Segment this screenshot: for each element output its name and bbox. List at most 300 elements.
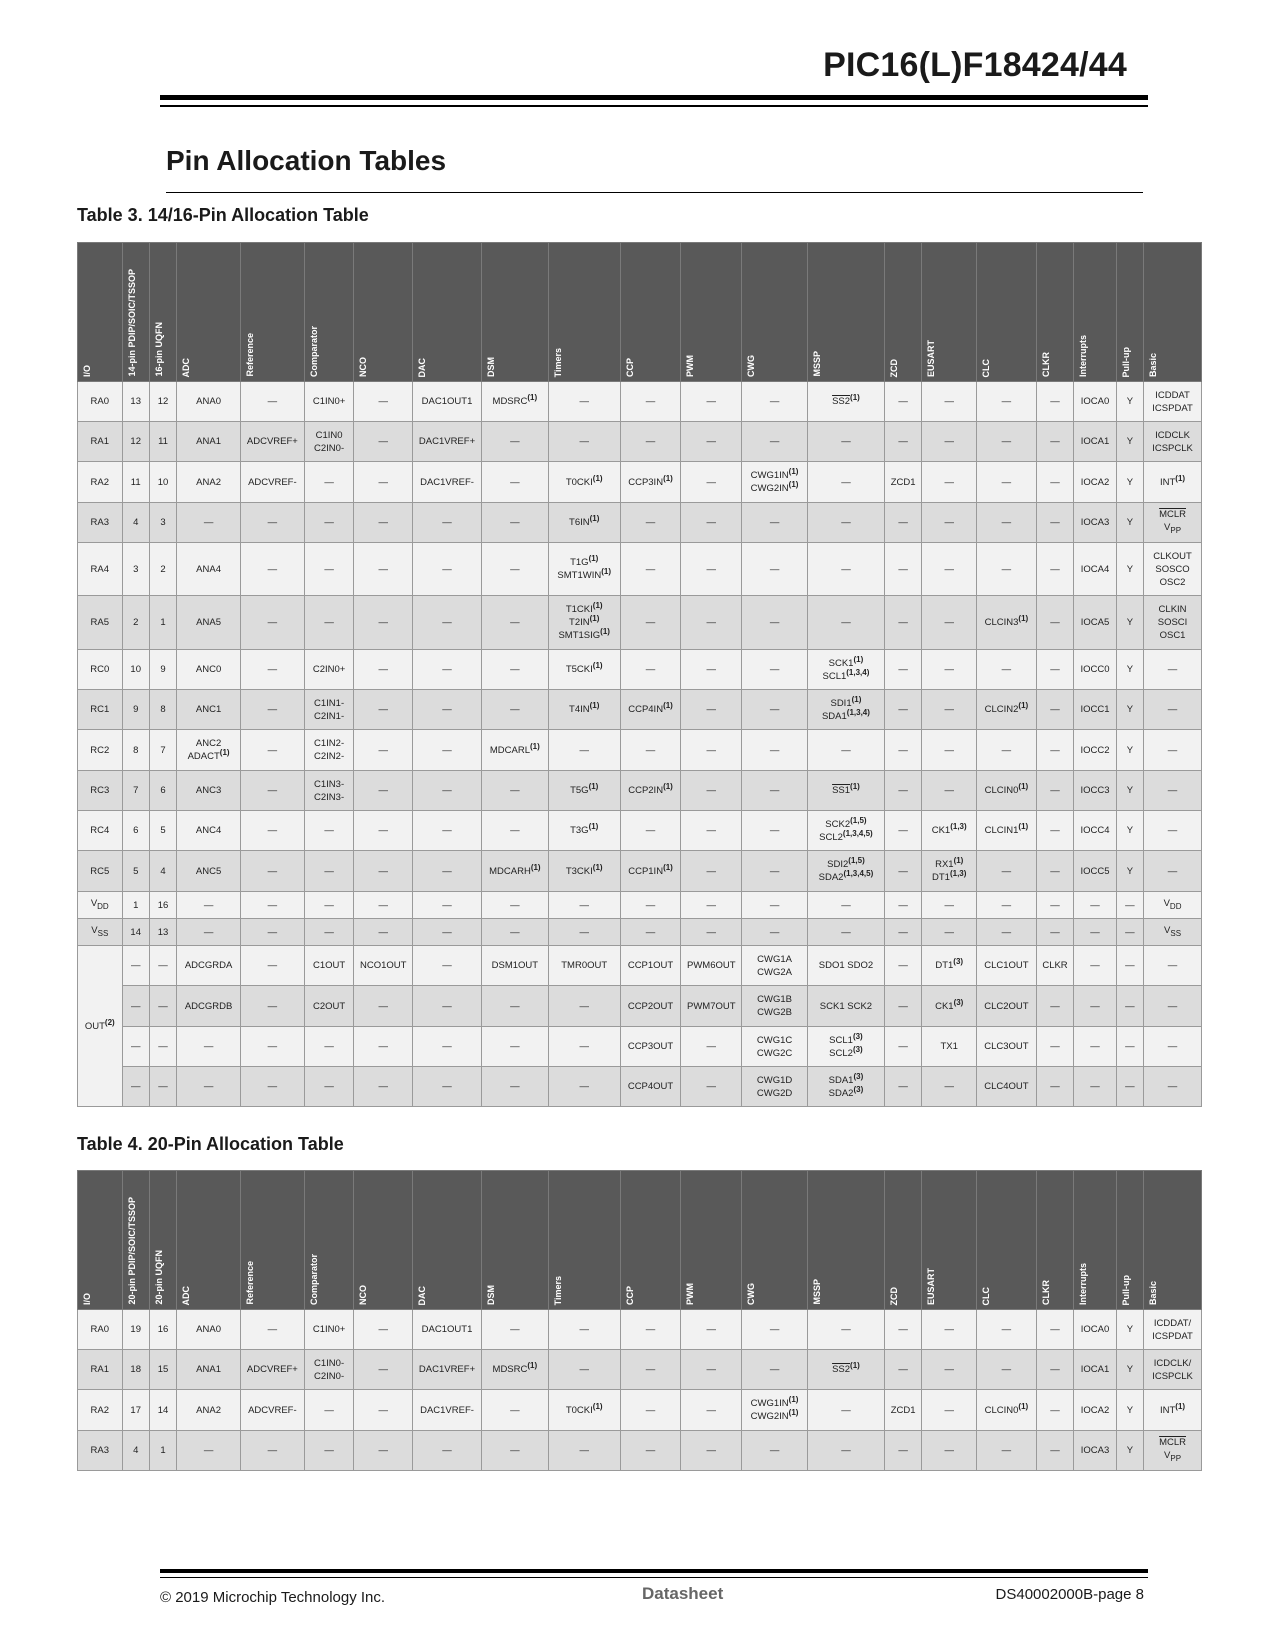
cell-nco: —	[354, 1027, 413, 1067]
cell-zcd: —	[884, 986, 921, 1027]
cell-clc: —	[977, 892, 1037, 919]
col-header-i-o: I/O	[78, 1171, 123, 1310]
cell-pwm: —	[681, 1431, 742, 1471]
cell-eusart: CK1$^{(1,3)}$	[922, 811, 977, 851]
cell-nco: —	[354, 771, 413, 811]
cell-basic: CLKOUT SOSCO OSC2	[1144, 543, 1202, 596]
cell-ccp: —	[620, 596, 681, 650]
table-row	[78, 690, 1202, 730]
cell-pull-up: Y	[1116, 543, 1143, 596]
cell-cwg: —	[742, 919, 808, 946]
cell-basic: —	[1144, 811, 1202, 851]
cell-dac: —	[413, 919, 482, 946]
cell-nco: —	[354, 1067, 413, 1107]
cell-comparator: —	[304, 811, 354, 851]
cell-mssp: SDI2$^{(1,5)}$ SDA2$^{(1,3,4,5)}$	[807, 851, 884, 892]
cell-adc: ANA1	[177, 1350, 241, 1390]
cell-dac: —	[413, 986, 482, 1027]
cell-cwg: —	[742, 771, 808, 811]
cell-i-o: RC3	[78, 771, 123, 811]
cell-dsm: —	[481, 1067, 548, 1107]
cell-comparator: —	[304, 543, 354, 596]
cell-nco: —	[354, 986, 413, 1027]
cell-cwg: CWG1A CWG2A	[742, 946, 808, 986]
cell-adc: —	[177, 1027, 241, 1067]
cell-eusart: RX1$^{(1)}$ DT1$^{(1,3)}$	[922, 851, 977, 892]
cell-basic: CLKIN SOSCI OSC1	[1144, 596, 1202, 650]
cell-eusart: —	[922, 543, 977, 596]
cell-mssp: —	[807, 730, 884, 771]
cell-mssp: SS2$^{(1)}$	[807, 382, 884, 422]
col-header-basic: Basic	[1144, 243, 1202, 382]
cell-cwg: —	[742, 1350, 808, 1390]
footer-page-number: DS40002000B-page 8	[995, 1586, 1144, 1603]
cell-mssp: —	[807, 1390, 884, 1431]
cell-adc: —	[177, 1431, 241, 1471]
cell-interrupts: IOCA5	[1074, 596, 1117, 650]
cell-ccp: CCP1IN$^{(1)}$	[620, 851, 681, 892]
cell-clc: —	[977, 462, 1037, 503]
cell-basic: —	[1144, 851, 1202, 892]
col-header-clkr: CLKR	[1036, 243, 1073, 382]
cell-adc: —	[177, 503, 241, 543]
cell-dsm: —	[481, 543, 548, 596]
cell-i-o: RA2	[78, 1390, 123, 1431]
cell-interrupts: —	[1074, 1027, 1117, 1067]
cell-dac: DAC1VREF-	[413, 462, 482, 503]
cell-i-o: RA1	[78, 1350, 123, 1390]
col-header-eusart: EUSART	[922, 1171, 977, 1310]
cell-20-pin-uqfn: 1	[149, 1431, 176, 1471]
cell-dac: —	[413, 650, 482, 690]
cell-mssp: SS2$^{(1)}$	[807, 1350, 884, 1390]
cell-dac: —	[413, 946, 482, 986]
cell-reference: —	[240, 1431, 304, 1471]
cell-pwm: —	[681, 422, 742, 462]
cell-adc: —	[177, 1067, 241, 1107]
cell-timers: T4IN$^{(1)}$	[548, 690, 620, 730]
cell-pull-up: Y	[1116, 1390, 1143, 1431]
cell-nco: —	[354, 892, 413, 919]
cell-adc: ANA0	[177, 1310, 241, 1350]
cell-reference: —	[240, 811, 304, 851]
cell-comparator: C1IN0- C2IN0-	[304, 1350, 354, 1390]
cell-basic: —	[1144, 771, 1202, 811]
cell-zcd: —	[884, 811, 921, 851]
cell-zcd: —	[884, 1067, 921, 1107]
cell-14-pin-pdip-soic-tssop: —	[122, 986, 149, 1027]
col-header-i-o: I/O	[78, 243, 123, 382]
cell-pwm: —	[681, 503, 742, 543]
cell-pwm: —	[681, 919, 742, 946]
cell-basic: $V_{DD}$	[1144, 892, 1202, 919]
cell-mssp: —	[807, 892, 884, 919]
cell-zcd: —	[884, 771, 921, 811]
cell-reference: ADCVREF+	[240, 422, 304, 462]
cell-14-pin-pdip-soic-tssop: 9	[122, 690, 149, 730]
cell-comparator: C1IN2- C2IN2-	[304, 730, 354, 771]
footer-datasheet-label: Datasheet	[642, 1584, 724, 1603]
cell-nco: —	[354, 919, 413, 946]
col-header-reference: Reference	[240, 243, 304, 382]
footer-rule-thin	[160, 1577, 1148, 1578]
cell-interrupts: IOCC0	[1074, 650, 1117, 690]
cell-pull-up: —	[1116, 946, 1143, 986]
cell-clc: CLCIN0$^{(1)}$	[977, 1390, 1037, 1431]
cell-cwg: CWG1IN$^{(1)}$ CWG2IN$^{(1)}$	[742, 462, 808, 503]
cell-pwm: —	[681, 690, 742, 730]
cell-adc: ANA4	[177, 543, 241, 596]
col-header-ccp: CCP	[620, 243, 681, 382]
cell-eusart: TX1	[922, 1027, 977, 1067]
cell-clkr: —	[1036, 690, 1073, 730]
table-row	[78, 543, 1202, 596]
cell-dac: DAC1OUT1	[413, 382, 482, 422]
cell-clc: —	[977, 919, 1037, 946]
cell-adc: ANA2	[177, 462, 241, 503]
cell-pwm: —	[681, 892, 742, 919]
cell-14-pin-pdip-soic-tssop: 11	[122, 462, 149, 503]
cell-comparator: C1IN0+	[304, 1310, 354, 1350]
cell-pull-up: —	[1116, 986, 1143, 1027]
cell-14-pin-pdip-soic-tssop: —	[122, 1067, 149, 1107]
table-row	[78, 919, 1202, 946]
cell-dac: —	[413, 811, 482, 851]
cell-pwm: —	[681, 1350, 742, 1390]
cell-dsm: —	[481, 1431, 548, 1471]
cell-clc: —	[977, 851, 1037, 892]
cell-eusart: —	[922, 919, 977, 946]
header-rule-thick	[160, 95, 1148, 100]
cell-pull-up: Y	[1116, 462, 1143, 503]
cell-out-label: OUT$^{(2)}$	[78, 946, 123, 1107]
cell-nco: —	[354, 851, 413, 892]
cell-dsm: —	[481, 503, 548, 543]
cell-timers: —	[548, 892, 620, 919]
cell-clkr: —	[1036, 382, 1073, 422]
table4-pin-allocation	[77, 1170, 1202, 1471]
cell-comparator: C2OUT	[304, 986, 354, 1027]
cell-16-pin-uqfn: —	[149, 986, 176, 1027]
cell-dac: —	[413, 771, 482, 811]
cell-clkr: —	[1036, 422, 1073, 462]
cell-ccp: CCP1OUT	[620, 946, 681, 986]
cell-basic: ICDCLK ICSPCLK	[1144, 422, 1202, 462]
cell-comparator: —	[304, 1431, 354, 1471]
cell-nco: —	[354, 422, 413, 462]
cell-basic: —	[1144, 690, 1202, 730]
cell-reference: —	[240, 892, 304, 919]
cell-dac: —	[413, 1027, 482, 1067]
cell-16-pin-uqfn: 2	[149, 543, 176, 596]
cell-basic: —	[1144, 946, 1202, 986]
cell-pwm: —	[681, 1310, 742, 1350]
cell-timers: —	[548, 1310, 620, 1350]
cell-comparator: —	[304, 1390, 354, 1431]
table4-header-row	[78, 1171, 1202, 1310]
cell-pwm: —	[681, 1390, 742, 1431]
cell-comparator: C2IN0+	[304, 650, 354, 690]
cell-cwg: CWG1C CWG2C	[742, 1027, 808, 1067]
cell-zcd: —	[884, 1310, 921, 1350]
cell-nco: —	[354, 730, 413, 771]
col-header-timers: Timers	[548, 243, 620, 382]
cell-clkr: —	[1036, 771, 1073, 811]
cell-pull-up: Y	[1116, 1350, 1143, 1390]
cell-interrupts: —	[1074, 986, 1117, 1027]
cell-interrupts: IOCC1	[1074, 690, 1117, 730]
col-header-cwg: CWG	[742, 1171, 808, 1310]
cell-mssp: —	[807, 1431, 884, 1471]
cell-zcd: —	[884, 946, 921, 986]
col-header-14-pin-pdip-soic-tssop: 14-pin PDIP/SOIC/TSSOP	[122, 243, 149, 382]
cell-clkr: —	[1036, 650, 1073, 690]
col-header-reference: Reference	[240, 1171, 304, 1310]
cell-eusart: —	[922, 690, 977, 730]
cell-pwm: —	[681, 543, 742, 596]
cell-timers: —	[548, 1027, 620, 1067]
cell-pwm: PWM7OUT	[681, 986, 742, 1027]
cell-ccp: —	[620, 503, 681, 543]
cell-mssp: —	[807, 503, 884, 543]
table-row	[78, 382, 1202, 422]
cell-ccp: CCP3OUT	[620, 1027, 681, 1067]
cell-adc: ANA5	[177, 596, 241, 650]
cell-dsm: —	[481, 1390, 548, 1431]
cell-pull-up: Y	[1116, 771, 1143, 811]
cell-cwg: —	[742, 422, 808, 462]
cell-mssp: SCK2$^{(1,5)}$ SCL2$^{(1,3,4,5)}$	[807, 811, 884, 851]
col-header-zcd: ZCD	[884, 1171, 921, 1310]
cell-pull-up: Y	[1116, 596, 1143, 650]
cell-basic: $V_{SS}$	[1144, 919, 1202, 946]
cell-adc: ANA1	[177, 422, 241, 462]
cell-comparator: C1IN0+	[304, 382, 354, 422]
cell-basic: —	[1144, 730, 1202, 771]
cell-dsm: —	[481, 462, 548, 503]
cell-reference: —	[240, 851, 304, 892]
cell-pwm: —	[681, 462, 742, 503]
cell-adc: ANC3	[177, 771, 241, 811]
cell-timers: —	[548, 919, 620, 946]
cell-interrupts: IOCA1	[1074, 422, 1117, 462]
cell-clc: CLCIN1$^{(1)}$	[977, 811, 1037, 851]
cell-dsm: MDCARH$^{(1)}$	[481, 851, 548, 892]
cell-timers: $T3G^{(1)}$	[548, 811, 620, 851]
col-header-nco: NCO	[354, 1171, 413, 1310]
cell-ccp: CCP4IN$^{(1)}$	[620, 690, 681, 730]
col-header-comparator: Comparator	[304, 1171, 354, 1310]
cell-nco: —	[354, 596, 413, 650]
table-row	[78, 771, 1202, 811]
cell-mssp: —	[807, 543, 884, 596]
col-header-pull-up: Pull-up	[1116, 243, 1143, 382]
col-header-clc: CLC	[977, 243, 1037, 382]
footer-rule-thick	[160, 1569, 1148, 1573]
cell-reference: —	[240, 543, 304, 596]
cell-reference: —	[240, 382, 304, 422]
cell-eusart: —	[922, 462, 977, 503]
cell-i-o: $V_{SS}$	[78, 919, 123, 946]
cell-pwm: —	[681, 650, 742, 690]
table-row-out	[78, 1027, 1202, 1067]
table3-pin-allocation	[77, 242, 1202, 1107]
cell-clkr: —	[1036, 811, 1073, 851]
cell-clc: —	[977, 1431, 1037, 1471]
cell-reference: —	[240, 986, 304, 1027]
cell-clkr: —	[1036, 596, 1073, 650]
col-header-dsm: DSM	[481, 243, 548, 382]
cell-14-pin-pdip-soic-tssop: —	[122, 1027, 149, 1067]
col-header-16-pin-uqfn: 16-pin UQFN	[149, 243, 176, 382]
cell-i-o: $V_{DD}$	[78, 892, 123, 919]
table-row	[78, 892, 1202, 919]
cell-i-o: RA2	[78, 462, 123, 503]
table-row	[78, 1350, 1202, 1390]
cell-cwg: —	[742, 1310, 808, 1350]
cell-dac: —	[413, 730, 482, 771]
cell-basic: ICDDAT/ ICSPDAT	[1144, 1310, 1202, 1350]
cell-dsm: —	[481, 422, 548, 462]
cell-dac: DAC1VREF+	[413, 422, 482, 462]
cell-interrupts: IOCA0	[1074, 382, 1117, 422]
cell-clkr: —	[1036, 986, 1073, 1027]
cell-pwm: PWM6OUT	[681, 946, 742, 986]
cell-nco: —	[354, 382, 413, 422]
cell-14-pin-pdip-soic-tssop: 2	[122, 596, 149, 650]
cell-eusart: —	[922, 1067, 977, 1107]
cell-16-pin-uqfn: 11	[149, 422, 176, 462]
cell-i-o: RA0	[78, 1310, 123, 1350]
table-row	[78, 851, 1202, 892]
cell-basic: INT$^{(1)}$	[1144, 1390, 1202, 1431]
cell-comparator: —	[304, 503, 354, 543]
cell-zcd: ZCD1	[884, 1390, 921, 1431]
cell-dsm: —	[481, 892, 548, 919]
cell-20-pin-uqfn: 15	[149, 1350, 176, 1390]
cell-14-pin-pdip-soic-tssop: 8	[122, 730, 149, 771]
cell-mssp: —	[807, 422, 884, 462]
cell-adc: ANC0	[177, 650, 241, 690]
cell-zcd: —	[884, 730, 921, 771]
cell-mssp: —	[807, 596, 884, 650]
cell-pull-up: Y	[1116, 730, 1143, 771]
cell-timers: —	[548, 422, 620, 462]
col-header-20-pin-uqfn: 20-pin UQFN	[149, 1171, 176, 1310]
cell-adc: ANC4	[177, 811, 241, 851]
cell-dac: —	[413, 892, 482, 919]
cell-zcd: ZCD1	[884, 462, 921, 503]
cell-dac: —	[413, 1067, 482, 1107]
cell-dac: —	[413, 690, 482, 730]
cell-nco: —	[354, 462, 413, 503]
cell-clc: —	[977, 422, 1037, 462]
col-header-pwm: PWM	[681, 243, 742, 382]
cell-ccp: —	[620, 1310, 681, 1350]
cell-interrupts: IOCA0	[1074, 1310, 1117, 1350]
cell-nco: —	[354, 650, 413, 690]
cell-clc: —	[977, 503, 1037, 543]
cell-eusart: —	[922, 1390, 977, 1431]
cell-clkr: —	[1036, 919, 1073, 946]
cell-mssp: SDA1$^{(3)}$ SDA2$^{(3)}$	[807, 1067, 884, 1107]
cell-timers: T3CKI$^{(1)}$	[548, 851, 620, 892]
cell-ccp: CCP3IN$^{(1)}$	[620, 462, 681, 503]
cell-16-pin-uqfn: 12	[149, 382, 176, 422]
cell-adc: —	[177, 892, 241, 919]
cell-eusart: —	[922, 1350, 977, 1390]
section-rule	[166, 192, 1143, 193]
cell-mssp: —	[807, 462, 884, 503]
cell-adc: ANC1	[177, 690, 241, 730]
cell-interrupts: IOCA4	[1074, 543, 1117, 596]
cell-ccp: CCP4OUT	[620, 1067, 681, 1107]
cell-dac: —	[413, 1431, 482, 1471]
cell-pwm: —	[681, 1067, 742, 1107]
cell-dac: DAC1OUT1	[413, 1310, 482, 1350]
cell-interrupts: IOCA2	[1074, 462, 1117, 503]
cell-i-o: RC5	[78, 851, 123, 892]
table-row	[78, 462, 1202, 503]
cell-nco: —	[354, 1310, 413, 1350]
cell-16-pin-uqfn: —	[149, 1027, 176, 1067]
cell-eusart: —	[922, 596, 977, 650]
col-header-pwm: PWM	[681, 1171, 742, 1310]
cell-comparator: —	[304, 851, 354, 892]
col-header-interrupts: Interrupts	[1074, 243, 1117, 382]
cell-clkr: —	[1036, 1390, 1073, 1431]
cell-reference: —	[240, 919, 304, 946]
cell-interrupts: IOCA3	[1074, 503, 1117, 543]
table3-caption: Table 3. 14/16-Pin Allocation Table	[77, 205, 369, 225]
cell-ccp: CCP2OUT	[620, 986, 681, 1027]
cell-16-pin-uqfn: 16	[149, 892, 176, 919]
cell-ccp: —	[620, 730, 681, 771]
cell-comparator: —	[304, 596, 354, 650]
col-header-nco: NCO	[354, 243, 413, 382]
table4-caption: Table 4. 20-Pin Allocation Table	[77, 1134, 344, 1154]
cell-basic: MCLR $V_{PP}$	[1144, 1431, 1202, 1471]
cell-20-pin-uqfn: 16	[149, 1310, 176, 1350]
cell-timers: T0CKI$^{(1)}$	[548, 1390, 620, 1431]
cell-adc: ANC5	[177, 851, 241, 892]
cell-nco: —	[354, 503, 413, 543]
cell-dac: —	[413, 596, 482, 650]
cell-20-pin-uqfn: 14	[149, 1390, 176, 1431]
cell-clc: CLC1OUT	[977, 946, 1037, 986]
cell-mssp: SCL1$^{(3)}$ SCL2$^{(3)}$	[807, 1027, 884, 1067]
cell-timers: $T5G^{(1)}$	[548, 771, 620, 811]
cell-mssp: —	[807, 919, 884, 946]
cell-dac: DAC1VREF-	[413, 1390, 482, 1431]
cell-clkr: —	[1036, 1431, 1073, 1471]
cell-reference: —	[240, 503, 304, 543]
cell-pwm: —	[681, 851, 742, 892]
cell-reference: ADCVREF-	[240, 462, 304, 503]
col-header-zcd: ZCD	[884, 243, 921, 382]
cell-reference: ADCVREF+	[240, 1350, 304, 1390]
cell-i-o: RA5	[78, 596, 123, 650]
cell-eusart: —	[922, 892, 977, 919]
cell-pwm: —	[681, 730, 742, 771]
cell-mssp: SCK1$^{(1)}$ SCL1$^{(1,3,4)}$	[807, 650, 884, 690]
cell-clkr: —	[1036, 1350, 1073, 1390]
cell-dac: DAC1VREF+	[413, 1350, 482, 1390]
cell-14-pin-pdip-soic-tssop: 14	[122, 919, 149, 946]
col-header-cwg: CWG	[742, 243, 808, 382]
cell-16-pin-uqfn: 13	[149, 919, 176, 946]
cell-adc: ADCGRDB	[177, 986, 241, 1027]
